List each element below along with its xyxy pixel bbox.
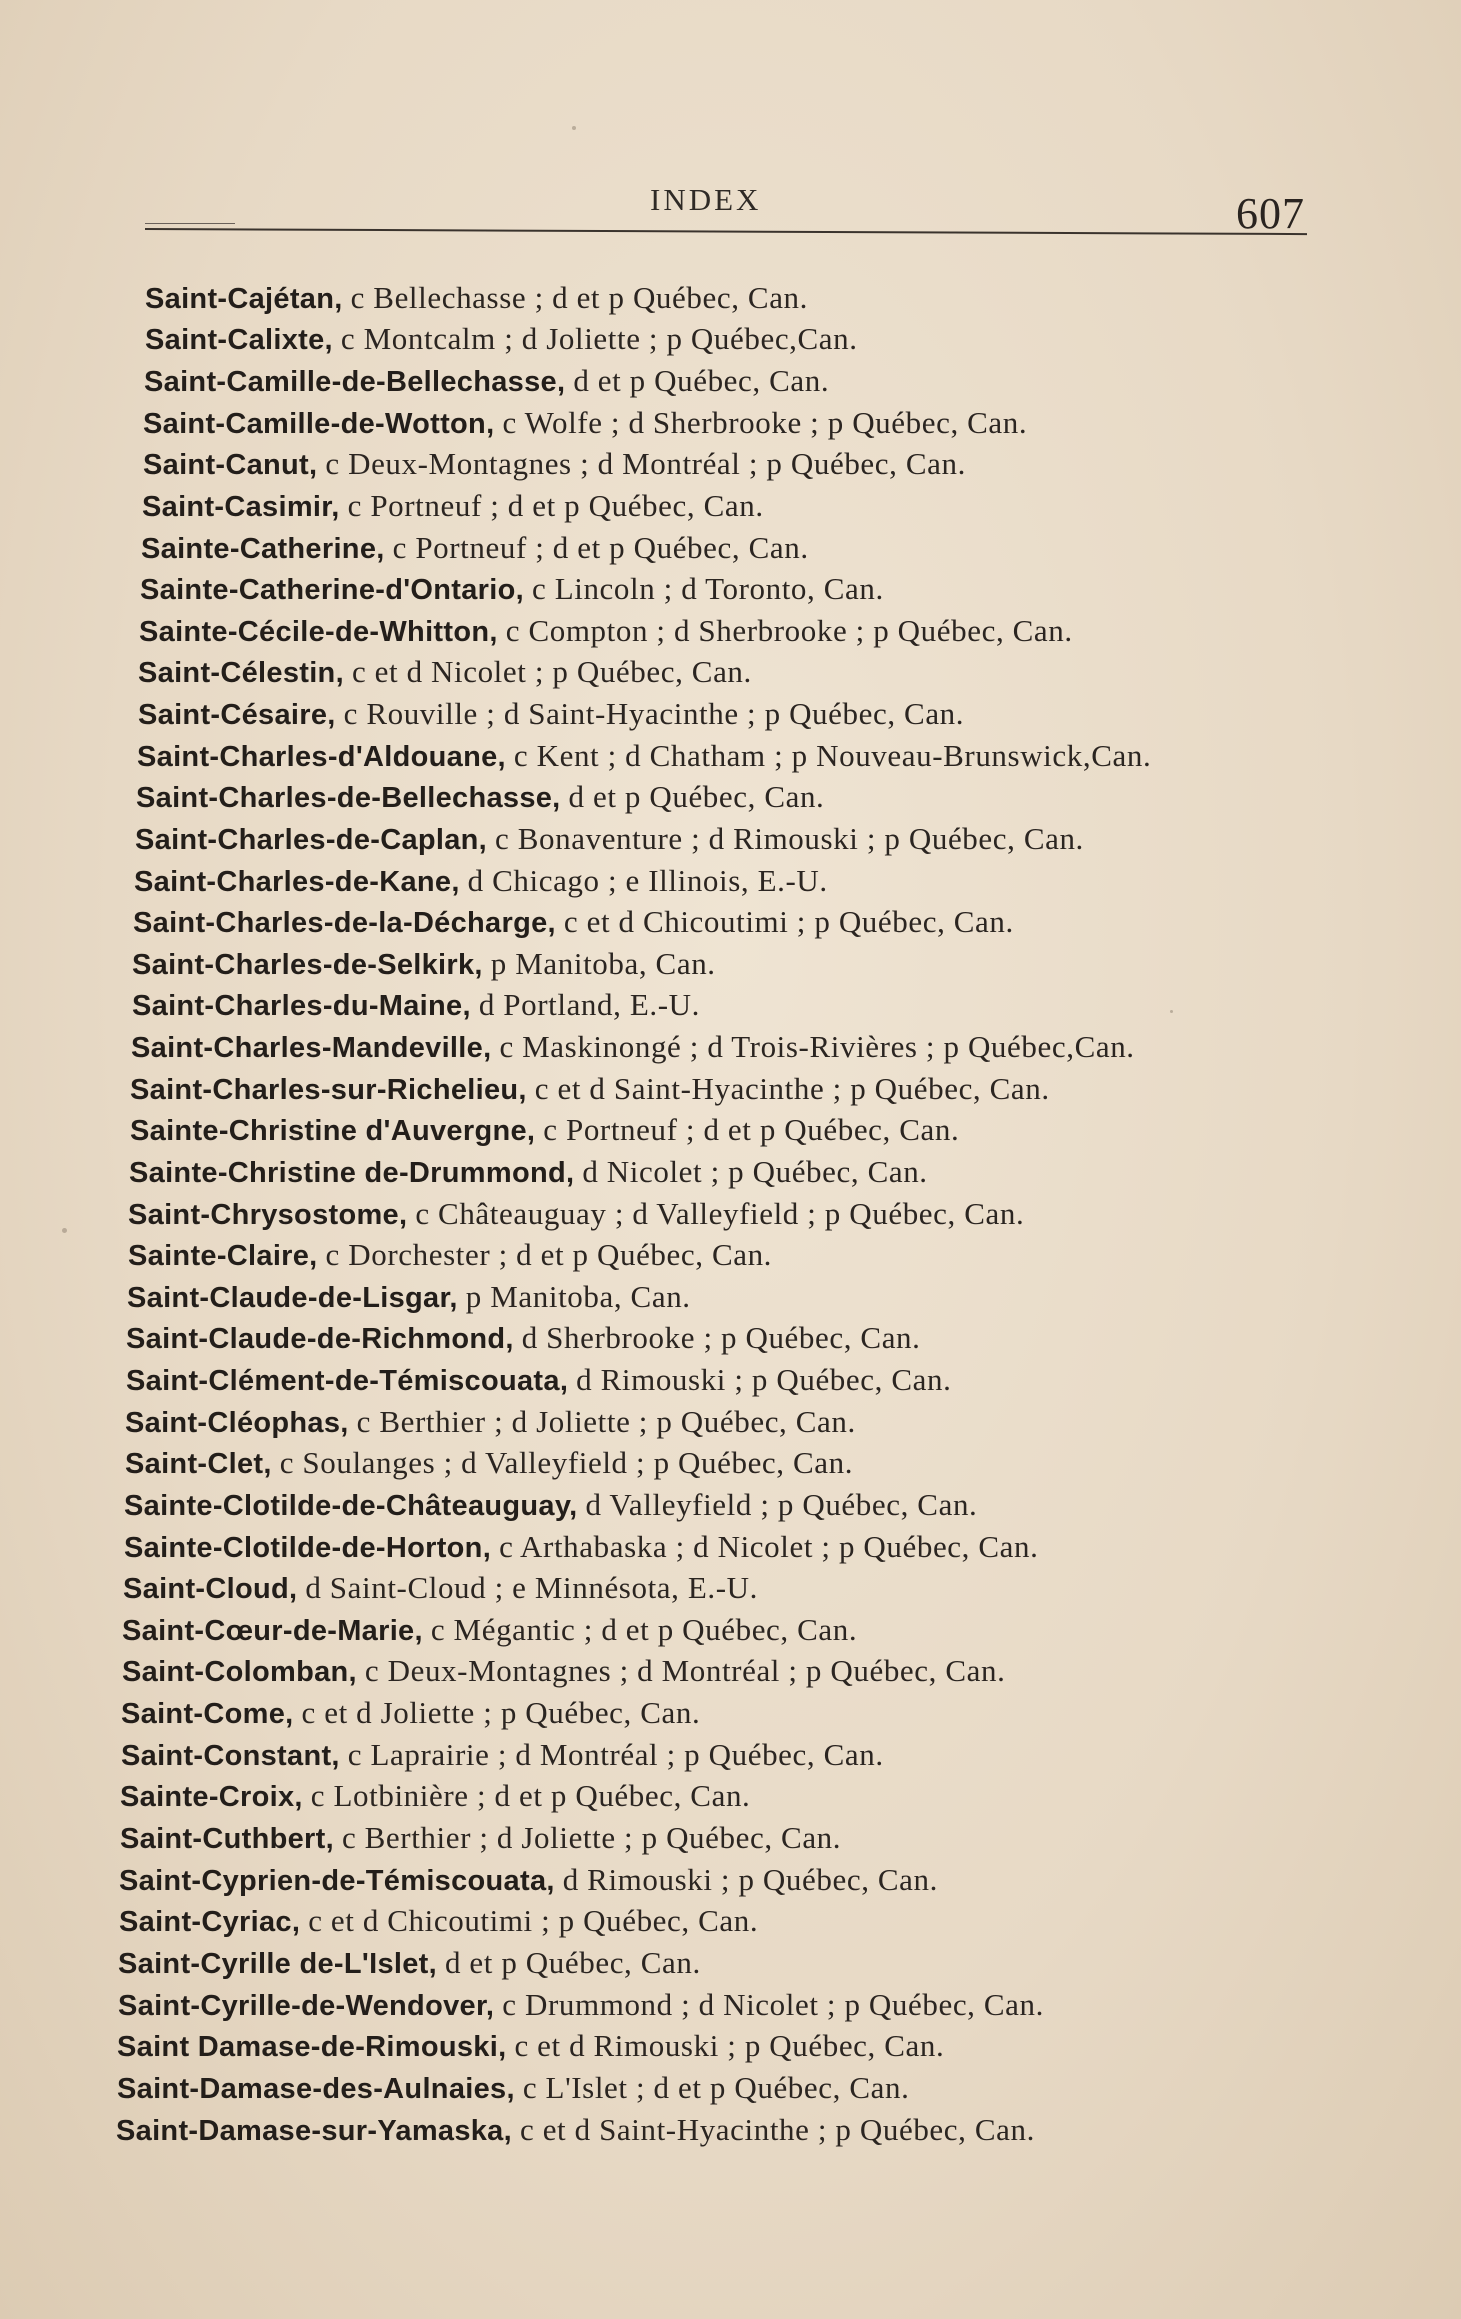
entry-name: Sainte-Christine de-Drummond, [129, 1157, 575, 1189]
entry-name: Saint-Claude-de-Richmond, [126, 1323, 514, 1355]
entry-description: d Rimouski ; p Québec, Can. [562, 1862, 938, 1897]
entry-name: Saint-Chrysostome, [128, 1199, 408, 1231]
entry-description: c Compton ; d Sherbrooke ; p Québec, Can. [505, 613, 1073, 648]
index-entry [128, 1234, 772, 1276]
entry-name: Saint-Cœur-de-Marie, [122, 1615, 423, 1647]
entry-description: p Manitoba, Can. [490, 946, 716, 981]
entry-description: c Drummond ; d Nicolet ; p Québec, Can. [502, 1987, 1044, 2022]
entry-name: Saint-Cyprien-de-Témiscouata, [119, 1865, 555, 1897]
entry-name: Saint-Claude-de-Lisgar, [127, 1282, 458, 1314]
entry-name: Saint-Casimir, [142, 491, 340, 523]
entry-name: Sainte-Christine d'Auvergne, [130, 1115, 536, 1147]
index-entry [124, 1526, 1038, 1568]
index-entry [136, 776, 824, 818]
index-entry [144, 360, 829, 402]
index-entry [124, 1484, 977, 1526]
running-header: INDEX [650, 182, 762, 217]
entry-description: c Kent ; d Chatham ; p Nouveau-Brunswick,Can. [513, 738, 1152, 773]
entry-description: d Chicago ; e Illinois, E.-U. [467, 863, 828, 898]
entry-description: d Nicolet ; p Québec, Can. [582, 1154, 928, 1189]
entry-description: c Montcalm ; d Joliette ; p Québec,Can. [340, 321, 858, 356]
index-entry [118, 1984, 1044, 2026]
index-entry [118, 1942, 701, 1984]
entry-description: d et p Québec, Can. [444, 1945, 701, 1980]
paper-speck [1170, 1010, 1173, 1013]
index-entry [127, 1276, 691, 1318]
index-entry [145, 277, 808, 319]
entry-name: Sainte-Catherine-d'Ontario, [140, 574, 524, 606]
entry-name: Saint-Charles-d'Aldouane, [137, 741, 506, 773]
index-entry [130, 1109, 959, 1151]
entry-name: Sainte-Cécile-de-Whitton, [139, 616, 498, 648]
index-entry [128, 1193, 1024, 1235]
entry-name: Saint-Colomban, [122, 1656, 357, 1688]
index-entry [132, 984, 700, 1026]
entry-description: c Châteauguay ; d Valleyfield ; p Québec, Can. [415, 1196, 1025, 1231]
index-entry [122, 1609, 857, 1651]
index-entry [132, 943, 716, 985]
index-entry [126, 1359, 951, 1401]
index-entry [143, 443, 966, 485]
entry-description: c Deux-Montagnes ; d Montréal ; p Québec, Can. [325, 446, 966, 481]
entry-name: Saint-Clément-de-Témiscouata, [126, 1365, 569, 1397]
entry-description: c Berthier ; d Joliette ; p Québec, Can. [341, 1820, 842, 1855]
entry-name: Saint-Damase-des-Aulnaies, [117, 2073, 515, 2105]
entry-description: c Rouville ; d Saint-Hyacinthe ; p Québec, Can. [343, 696, 965, 731]
index-entry [143, 402, 1027, 444]
index-entry [119, 1859, 938, 1901]
entry-name: Saint-Célestin, [138, 657, 344, 689]
entry-name: Sainte-Catherine, [141, 533, 385, 565]
entry-description: c Soulanges ; d Valleyfield ; p Québec, Can. [279, 1445, 854, 1480]
entry-description: c Deux-Montagnes ; d Montréal ; p Québec, Can. [364, 1653, 1006, 1688]
entry-description: c et d Joliette ; p Québec, Can. [301, 1695, 701, 1730]
entry-name: Saint-Come, [121, 1698, 294, 1730]
entry-name: Saint-Clet, [125, 1448, 272, 1480]
index-entry [145, 318, 858, 360]
entry-description: c et d Saint-Hyacinthe ; p Québec, Can. [534, 1071, 1050, 1106]
entry-name: Saint-Camille-de-Wotton, [143, 408, 495, 440]
entry-description: c Mégantic ; d et p Québec, Can. [430, 1612, 858, 1647]
index-entry [120, 1775, 750, 1817]
index-entry [117, 2025, 944, 2067]
entry-name: Saint-Charles-sur-Richelieu, [130, 1074, 527, 1106]
entry-name: Saint-Cyrille-de-Wendover, [118, 1990, 495, 2022]
entry-name: Saint-Cyriac, [119, 1906, 301, 1938]
index-entry [139, 610, 1073, 652]
entry-name: Saint-Damase-sur-Yamaska, [116, 2115, 512, 2147]
entry-name: Saint-Calixte, [145, 324, 333, 356]
entry-description: d Portland, E.-U. [478, 987, 700, 1022]
entry-description: d et p Québec, Can. [568, 779, 825, 814]
entry-name: Saint-Charles-du-Maine, [132, 990, 471, 1022]
entry-name: Saint-Charles-de-Bellechasse, [136, 782, 561, 814]
entry-name: Saint-Charles-Mandeville, [131, 1032, 492, 1064]
entry-name: Sainte-Clotilde-de-Châteauguay, [124, 1490, 578, 1522]
entry-name: Saint-Charles-de-Selkirk, [132, 949, 483, 981]
entry-description: c Dorchester ; d et p Québec, Can. [325, 1237, 773, 1272]
index-entry [129, 1151, 928, 1193]
entry-description: d Sherbrooke ; p Québec, Can. [521, 1320, 921, 1355]
entry-description: c Laprairie ; d Montréal ; p Québec, Can. [347, 1737, 884, 1772]
index-entry [121, 1692, 700, 1734]
entry-description: c et d Chicoutimi ; p Québec, Can. [563, 904, 1014, 939]
index-entry [123, 1567, 758, 1609]
entry-description: c Maskinongé ; d Trois-Rivières ; p Québec,Can. [499, 1029, 1135, 1064]
entry-description: c Berthier ; d Joliette ; p Québec, Can. [356, 1404, 856, 1439]
entry-description: d Saint-Cloud ; e Minnésota, E.-U. [305, 1570, 758, 1605]
entry-description: c Lincoln ; d Toronto, Can. [531, 571, 884, 606]
index-entry [117, 2067, 909, 2109]
entry-description: c Portneuf ; d et p Québec, Can. [347, 488, 764, 523]
entry-name: Saint-Cajétan, [145, 283, 343, 315]
index-entry [116, 2109, 1035, 2151]
entry-name: Saint-Charles-de-Kane, [134, 866, 460, 898]
index-entry [138, 693, 964, 735]
entry-description: c Arthabaska ; d Nicolet ; p Québec, Can. [499, 1529, 1039, 1564]
entry-description: c et d Saint-Hyacinthe ; p Québec, Can. [519, 2112, 1035, 2147]
page-number: 607 [1236, 189, 1305, 238]
entry-name: Saint-Césaire, [138, 699, 336, 731]
entry-description: c Portneuf ; d et p Québec, Can. [392, 530, 809, 565]
index-entry [119, 1900, 758, 1942]
index-entry [125, 1442, 853, 1484]
entry-description: p Manitoba, Can. [465, 1279, 691, 1314]
entry-description: c L'Islet ; d et p Québec, Can. [522, 2070, 910, 2105]
entry-name: Sainte-Claire, [128, 1240, 318, 1272]
index-entry [120, 1817, 841, 1859]
entry-description: c Bellechasse ; d et p Québec, Can. [350, 280, 808, 315]
index-entry [125, 1401, 856, 1443]
entry-description: c Bonaventure ; d Rimouski ; p Québec, Can. [495, 821, 1084, 856]
index-entry [140, 568, 884, 610]
entry-description: c et d Rimouski ; p Québec, Can. [514, 2028, 945, 2063]
entry-description: c et d Nicolet ; p Québec, Can. [351, 654, 752, 689]
entry-name: Saint-Canut, [143, 449, 318, 481]
index-entry [134, 860, 828, 902]
entry-description: d Valleyfield ; p Québec, Can. [585, 1487, 978, 1522]
entry-description: d Rimouski ; p Québec, Can. [576, 1362, 952, 1397]
index-entry [126, 1317, 921, 1359]
entry-description: c et d Chicoutimi ; p Québec, Can. [308, 1903, 759, 1938]
index-entry [133, 901, 1014, 943]
paper-speck [62, 1228, 67, 1233]
entry-description: d et p Québec, Can. [573, 363, 830, 398]
index-entry [141, 527, 809, 569]
index-entry [131, 1026, 1135, 1068]
entry-name: Saint-Charles-de-Caplan, [135, 824, 488, 856]
entry-name: Saint-Cléophas, [125, 1407, 349, 1439]
index-entry [130, 1068, 1050, 1110]
paper-speck [572, 126, 576, 130]
entry-description: c Lotbinière ; d et p Québec, Can. [310, 1778, 751, 1813]
entry-name: Saint Damase-de-Rimouski, [117, 2031, 507, 2063]
entry-name: Saint-Cloud, [123, 1573, 298, 1605]
entry-description: c Portneuf ; d et p Québec, Can. [543, 1112, 960, 1147]
entry-name: Saint-Camille-de-Bellechasse, [144, 366, 566, 398]
index-entry [121, 1734, 884, 1776]
entry-description: c Wolfe ; d Sherbrooke ; p Québec, Can. [502, 405, 1028, 440]
entry-name: Saint-Cuthbert, [120, 1823, 334, 1855]
entry-name: Saint-Cyrille de-L'Islet, [118, 1948, 437, 1980]
entry-name: Saint-Charles-de-la-Décharge, [133, 907, 556, 939]
index-entry [122, 1650, 1005, 1692]
index-entry [138, 651, 752, 693]
entry-name: Saint-Constant, [121, 1740, 340, 1772]
index-entry [137, 735, 1151, 777]
entry-name: Sainte-Croix, [120, 1781, 303, 1813]
entry-name: Sainte-Clotilde-de-Horton, [124, 1532, 492, 1564]
index-entry [142, 485, 764, 527]
index-entry [135, 818, 1084, 860]
